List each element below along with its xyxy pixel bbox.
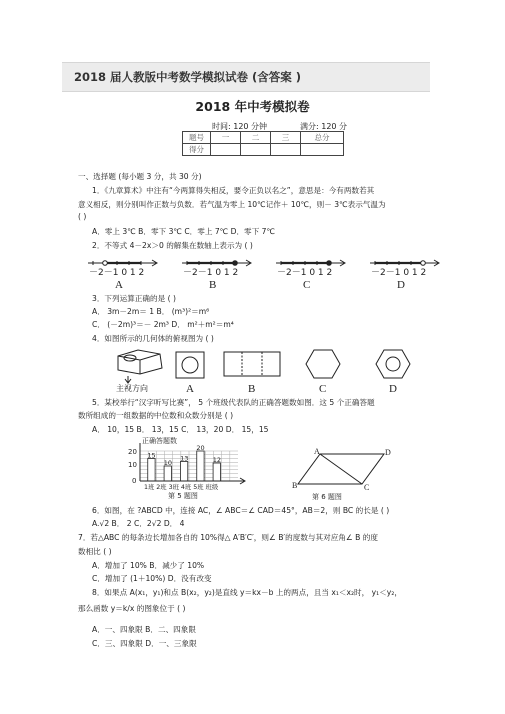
score-cell bbox=[301, 144, 344, 156]
q4-option-label: C bbox=[319, 383, 327, 395]
fig6-point: D bbox=[385, 448, 391, 457]
fig5-bar-label: 15 bbox=[147, 451, 156, 460]
q2-ticks: －2－1 0 1 2 bbox=[277, 268, 333, 278]
q2-option-label: A bbox=[115, 279, 123, 291]
fig5-title: 正确答题数 bbox=[142, 437, 177, 445]
fig6-point: B bbox=[292, 481, 298, 490]
q8-options-ab: A．一、四象限 B．二、四象限 bbox=[92, 625, 196, 634]
fig5-y-tick: 10 bbox=[128, 461, 137, 469]
q8-options-cd: C．三、四象限 D．一、三象限 bbox=[92, 639, 197, 648]
q6-options: A.√2 B． 2 C．2√2 D． 4 bbox=[92, 519, 185, 528]
q3-stem: 3．下列运算正确的是 ( ) bbox=[92, 294, 176, 303]
score-table bbox=[182, 131, 344, 156]
q2-option-label: C bbox=[303, 279, 311, 291]
q2-number-lines bbox=[88, 255, 438, 290]
exam-score: 满分: 120 分 bbox=[300, 122, 348, 131]
score-cell bbox=[271, 144, 301, 156]
q2-option-label: D bbox=[397, 279, 405, 291]
fig5-y-tick: 0 bbox=[132, 477, 137, 485]
q5-line2: 数所组成的一组数据的中位数和众数分别是 ( ) bbox=[78, 411, 234, 420]
fig5-bar bbox=[213, 463, 220, 481]
q4-option-label: A bbox=[186, 383, 194, 395]
fig6-point: C bbox=[364, 483, 370, 492]
q4-figures bbox=[108, 346, 428, 394]
fig5-bar bbox=[148, 459, 155, 482]
q8-line2: 那么函数 y＝k/x 的图象位于 ( ) bbox=[78, 604, 186, 613]
fig5-y-tick: 20 bbox=[128, 448, 137, 456]
q5-options: A． 10，15 B． 13，15 C． 13，20 D． 15，15 bbox=[92, 425, 269, 434]
q7-line2: 数相比 ( ) bbox=[78, 547, 112, 556]
score-cell: 二 bbox=[241, 132, 271, 144]
q7-options-cd: C．增加了 (1＋10%) D．没有改变 bbox=[92, 574, 212, 583]
score-cell: 一 bbox=[211, 132, 241, 144]
q4-option-label: B bbox=[248, 383, 256, 395]
score-cell: 题号 bbox=[183, 132, 211, 144]
q1-options: A．零上 3℃ B．零下 3℃ C．零上 7℃ D．零下 7℃ bbox=[92, 227, 276, 236]
section-heading: 一、选择题 (每小题 3 分，共 30 分) bbox=[78, 172, 202, 181]
fig5-bar-label: 20 bbox=[196, 444, 205, 452]
fig5-bar-label: 10 bbox=[163, 459, 173, 467]
fig5-caption: 第 5 题图 bbox=[168, 492, 198, 500]
fig5-bar bbox=[164, 466, 171, 481]
document-banner bbox=[62, 62, 430, 92]
q1-line2: 意义相反，则分别叫作正数与负数．若气温为零上 10℃记作＋ 10℃，则－ 3℃表示气温为 bbox=[78, 200, 386, 209]
fig5-bar bbox=[197, 451, 204, 481]
q1-line3: ( ) bbox=[78, 212, 87, 221]
score-cell: 三 bbox=[271, 132, 301, 144]
q4-caption: 主视方向 bbox=[116, 384, 148, 393]
q2-ticks: －2－1 0 1 2 bbox=[183, 268, 239, 278]
q1-line1: 1．《九章算术》中注有“今两算得失相反，要令正负以名之”，意思是：今有两数若其 bbox=[92, 186, 375, 195]
q7-line1: 7．若△ABC 的每条边长增加各自的 10%得△ A′B′C′，则∠ B′的度数与其对应角∠ B 的度 bbox=[78, 533, 378, 542]
fig5-bar-label: 12 bbox=[212, 456, 222, 464]
q5-line1: 5．某校举行“汉字听写比赛”， 5 个班级代表队的正确答题数如图．这 5 个正确答题 bbox=[92, 398, 375, 407]
q3-options-ab: A． 3m－2m＝ 1 B． (m³)²＝m⁶ bbox=[92, 307, 210, 316]
q2-ticks: －2－1 0 1 2 bbox=[371, 268, 427, 278]
fig5-bar bbox=[180, 462, 187, 482]
score-cell: 总分 bbox=[301, 132, 344, 144]
score-cell: 得分 bbox=[183, 144, 211, 156]
exam-time: 时间: 120 分钟 bbox=[212, 122, 268, 131]
exam-title: 2018 年中考模拟卷 bbox=[195, 99, 310, 114]
score-cell bbox=[241, 144, 271, 156]
q3-options-cd: C． (－2m)³＝－ 2m³ D． m²＋m²＝m⁴ bbox=[92, 320, 234, 329]
fig6-parallelogram bbox=[292, 448, 402, 500]
q4-stem: 4．如图所示的几何体的俯视图为 ( ) bbox=[92, 334, 214, 343]
fig5-x-labels: 1班 2班 3班 4班 5班 班级 bbox=[144, 484, 219, 491]
q2-option-label: B bbox=[209, 279, 217, 291]
q4-option-label: D bbox=[389, 383, 397, 395]
q7-options-ab: A．增加了 10% B．减少了 10% bbox=[92, 561, 205, 570]
q2-stem: 2．不等式 4－2x＞0 的解集在数轴上表示为 ( ) bbox=[92, 241, 253, 250]
banner-title: 2018 届人教版中考数学模拟试卷 (含答案 ) bbox=[74, 70, 302, 84]
fig5-bar-chart bbox=[118, 437, 248, 499]
fig5-bar-label: 13 bbox=[180, 454, 189, 463]
q8-line1: 8．如果点 A(x₁，y₁)和点 B(x₂，y₂)是直线 y＝kx－b 上的两点，且当 x₁＜x₂时， y₁＜y₂， bbox=[92, 588, 402, 597]
q6-line1: 6．如图，在 ?ABCD 中，连接 AC，∠ ABC＝∠ CAD＝45°，AB＝2，则 BC 的长是 ( ) bbox=[92, 506, 390, 515]
q2-ticks: －2－1 0 1 2 bbox=[89, 268, 145, 278]
fig6-caption: 第 6 题图 bbox=[312, 493, 342, 501]
score-cell bbox=[211, 144, 241, 156]
fig6-point: A bbox=[314, 447, 320, 456]
